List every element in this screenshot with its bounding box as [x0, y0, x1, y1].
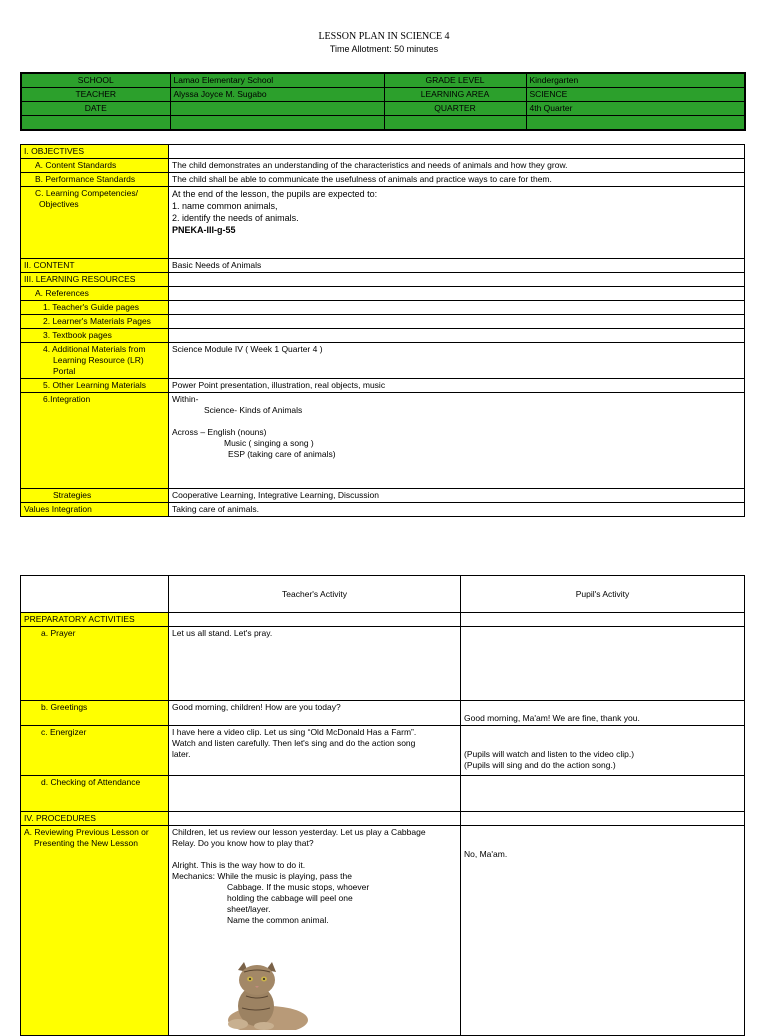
greetings-pupil: Good morning, Ma'am! We are fine, thank you. — [461, 701, 745, 726]
competencies-label: C. Learning Competencies/ Objectives — [21, 187, 169, 259]
school-label: SCHOOL — [21, 73, 170, 88]
area-label: LEARNING AREA — [384, 88, 526, 102]
content-standards-label: A. Content Standards — [21, 159, 169, 173]
strategies-value: Cooperative Learning, Integrative Learning, Discussion — [169, 489, 745, 503]
competency-code: PNEKA-III-g-55 — [172, 225, 236, 235]
energizer-teacher: I have here a video clip. Let us sing “Old McDonald Has a Farm”. Watch and listen carefully. Then let's sing and do the action song later. — [169, 726, 461, 776]
date-value — [170, 102, 384, 116]
tb-label: 3. Textbook pages — [21, 329, 169, 343]
performance-standards: The child shall be able to communicate the usefulness of animals and practice ways to care for them. — [169, 173, 745, 187]
prayer-label: a. Prayer — [21, 627, 169, 701]
resources-heading: III. LEARNING RESOURCES — [21, 273, 169, 287]
values-value: Taking care of animals. — [169, 503, 745, 517]
integration-label: 6.Integration — [21, 393, 169, 489]
additional-materials-label: 4. Additional Materials from Learning Resource (LR) Portal — [21, 343, 169, 379]
grade-value: Kindergarten — [526, 73, 745, 88]
header-table — [20, 72, 746, 131]
quarter-label: QUARTER — [384, 102, 526, 116]
review-pupil: No, Ma'am. — [461, 826, 745, 1036]
procedures-table — [20, 575, 745, 1036]
attendance-label: d. Checking of Attendance — [21, 776, 169, 812]
references-label: A. References — [21, 287, 169, 301]
greetings-label: b. Greetings — [21, 701, 169, 726]
teacher-label: TEACHER — [21, 88, 170, 102]
energizer-label: c. Energizer — [21, 726, 169, 776]
objectives-heading: I. OBJECTIVES — [21, 145, 169, 159]
content-value: Basic Needs of Animals — [169, 259, 745, 273]
date-label: DATE — [21, 102, 170, 116]
other-materials-value: Power Point presentation, illustration, real objects, music — [169, 379, 745, 393]
additional-materials-value: Science Module IV ( Week 1 Quarter 4 ) — [169, 343, 745, 379]
school-value: Lamao Elementary School — [170, 73, 384, 88]
time-allotment: Time Allotment: 50 minutes — [329, 44, 439, 54]
tg-label: 1. Teacher's Guide pages — [21, 301, 169, 315]
page-title: LESSON PLAN IN SCIENCE 4 — [318, 31, 450, 42]
values-label: Values Integration — [21, 503, 169, 517]
grade-label: GRADE LEVEL — [384, 73, 526, 88]
teacher-activity-header: Teacher's Activity — [169, 576, 461, 613]
prep-heading: PREPARATORY ACTIVITIES — [21, 613, 169, 627]
area-value: SCIENCE — [526, 88, 745, 102]
objectives-table — [20, 144, 745, 517]
cat-image — [208, 960, 308, 1030]
greetings-teacher: Good morning, children! How are you today? — [169, 701, 461, 726]
content-standards: The child demonstrates an understanding of the characteristics and needs of animals and how they grow. — [169, 159, 745, 173]
procedures-heading: IV. PROCEDURES — [21, 812, 169, 826]
review-teacher: Children, let us review our lesson yesterday. Let us play a Cabbage Relay. Do you know how to play that? Alright. This is the way how to do it. Mechanics: While the music is playing, pass the Cabbage. If the music stops, whoever holding the cabbage will peel one sheet/layer. Name the common animal. — [169, 826, 461, 1036]
pupil-activity-header: Pupil's Activity — [461, 576, 745, 613]
teacher-value: Alyssa Joyce M. Sugabo — [170, 88, 384, 102]
performance-standards-label: B. Performance Standards — [21, 173, 169, 187]
lm-label: 2. Learner's Materials Pages — [21, 315, 169, 329]
energizer-pupil: (Pupils will watch and listen to the video clip.) (Pupils will sing and do the action song.) — [461, 726, 745, 776]
integration-cell: Within- Science- Kinds of Animals Across – English (nouns) Music ( singing a song ) ESP (taking care of animals) — [169, 393, 745, 489]
review-label: A. Reviewing Previous Lesson or Presenting the New Lesson — [21, 826, 169, 1036]
competencies-cell: At the end of the lesson, the pupils are expected to: 1. name common animals, 2. identify the needs of animals. PNEKA-III-g-55 — [169, 187, 745, 259]
other-materials-label: 5. Other Learning Materials — [21, 379, 169, 393]
strategies-label: Strategies — [21, 489, 169, 503]
prayer-teacher: Let us all stand. Let's pray. — [169, 627, 461, 701]
content-label: II. CONTENT — [21, 259, 169, 273]
quarter-value: 4th Quarter — [526, 102, 745, 116]
